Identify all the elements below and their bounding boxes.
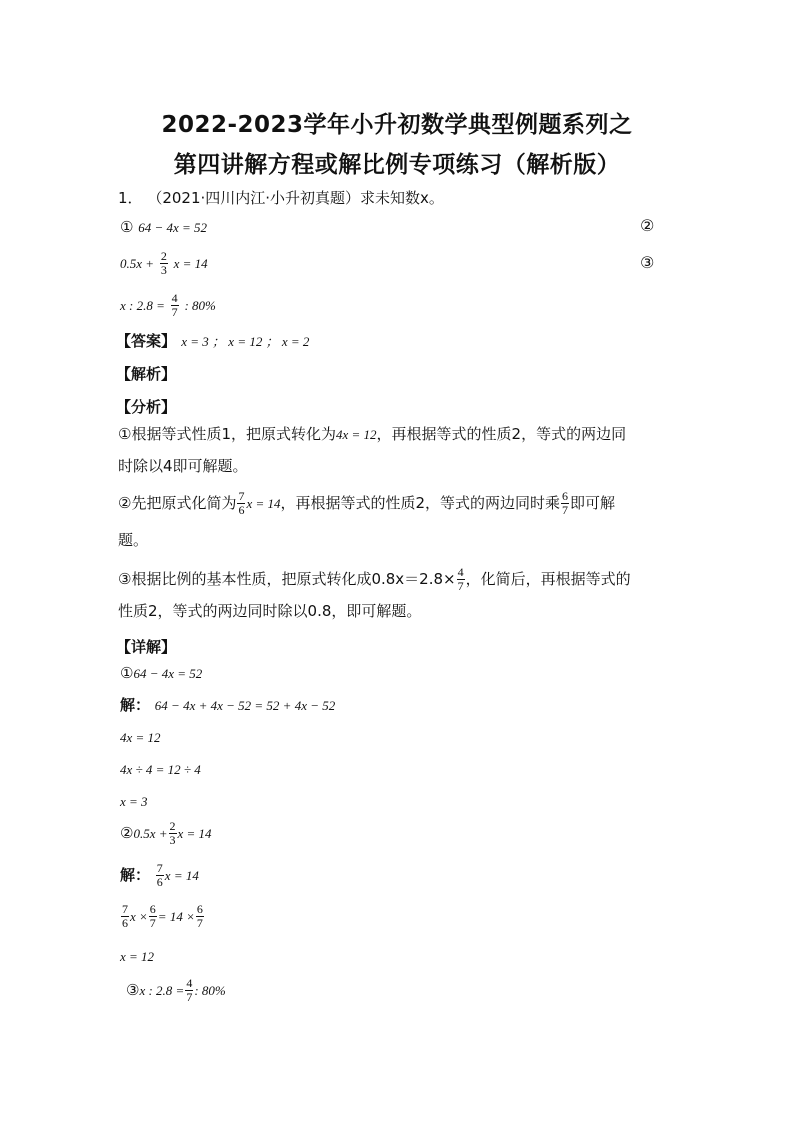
answer-row (116, 331, 309, 352)
equation-2-fraction: $\frac{2}{3}$ (160, 249, 167, 277)
document-title-line1: 2022-2023学年小升初数学典型例题系列之 (161, 112, 633, 138)
analysis-p2-fraction2: $\frac{6}{7}$ (562, 489, 569, 517)
document-title-line2: 第四讲解方程或解比例专项练习（解析版） (173, 152, 621, 178)
detail-step2-fraction: $\frac{2}{3}$ (169, 819, 176, 847)
analysis-p2-line1: ②先把原式化简为 $\frac{7}{6}$ x = 14，再根据等式的性质2，等式的两边同时乘 $\frac{6}{7}$ 即可解 (118, 489, 616, 517)
analysis-label: 【解析】 (116, 365, 177, 383)
equation-1 (120, 217, 207, 238)
analysis-p1-line2: 时除以4即可解题。 (118, 457, 248, 475)
fenxi-label: 【分析】 (116, 398, 177, 416)
equation-2-a: 0.5x + (120, 256, 155, 271)
detail-step1-line4: x = 3 (120, 794, 148, 809)
analysis-p2-line2: 题。 (118, 531, 149, 549)
analysis-p1-line1: ①根据等式性质1，把原式转化为4x = 12，再根据等式的性质2，等式的两边同 (118, 425, 627, 443)
analysis-p3-fraction: $\frac{4}{7}$ (457, 565, 464, 593)
analysis-p1-math: 4x = 12 (336, 427, 377, 442)
detail-step1-line2: 4x = 12 (120, 730, 161, 745)
question-number: 1． (118, 189, 143, 207)
detail-step2-solution: 解： $\frac{7}{6}$ x = 14 (120, 861, 199, 889)
marker-2: ② (640, 216, 655, 235)
detail-step3-eq: ③x : 2.8 = $\frac{4}{7}$ : 80% (126, 976, 226, 1004)
equation-2 (120, 250, 208, 277)
equation-3 (120, 292, 216, 319)
detail-step2-eq: ②0.5x + $\frac{2}{3}$ x = 14 (120, 819, 212, 847)
question-header (118, 188, 444, 208)
analysis-p3-line2: 性质2，等式的两边同时除以0.8，即可解题。 (118, 602, 422, 620)
analysis-p3-line1: ③根据比例的基本性质，把原式转化成0.8x＝2.8× $\frac{4}{7}$ ，化简后，再根据等式的 (118, 565, 631, 593)
detail-step2-line2: $\frac{7}{6}$ x × $\frac{6}{7}$ = 14 × $\frac{6}{7}$ (122, 902, 203, 930)
equation-3-b: : 80% (184, 298, 216, 313)
analysis-p2-fraction: $\frac{7}{6}$ (238, 489, 245, 517)
detail-step1-solution: 解： 64 − 4x + 4x − 52 = 52 + 4x − 52 (120, 696, 336, 714)
detail-step3-fraction: $\frac{4}{7}$ (186, 976, 193, 1004)
detail-step2-line3: x = 12 (120, 949, 155, 964)
detail-label: 【详解】 (116, 638, 177, 656)
detail-step1-line3: 4x ÷ 4 = 12 ÷ 4 (120, 762, 201, 777)
detail-step1-eq: ①64 − 4x = 52 (120, 664, 203, 682)
answer-label: 【答案】 (116, 332, 177, 350)
equation-1-text: 64 − 4x = 52 (138, 220, 208, 235)
marker-3: ③ (640, 253, 655, 272)
marker-1: ① (120, 218, 134, 236)
equation-2-b: x = 14 (173, 256, 208, 271)
equation-3-fraction: $\frac{4}{7}$ (171, 291, 178, 319)
equation-3-a: x : 2.8 = (120, 298, 165, 313)
answer-text: x = 3 ； x = 12 ； x = 2 (181, 334, 310, 349)
question-source: （2021·四川内江·小升初真题）求未知数x。 (147, 189, 444, 207)
